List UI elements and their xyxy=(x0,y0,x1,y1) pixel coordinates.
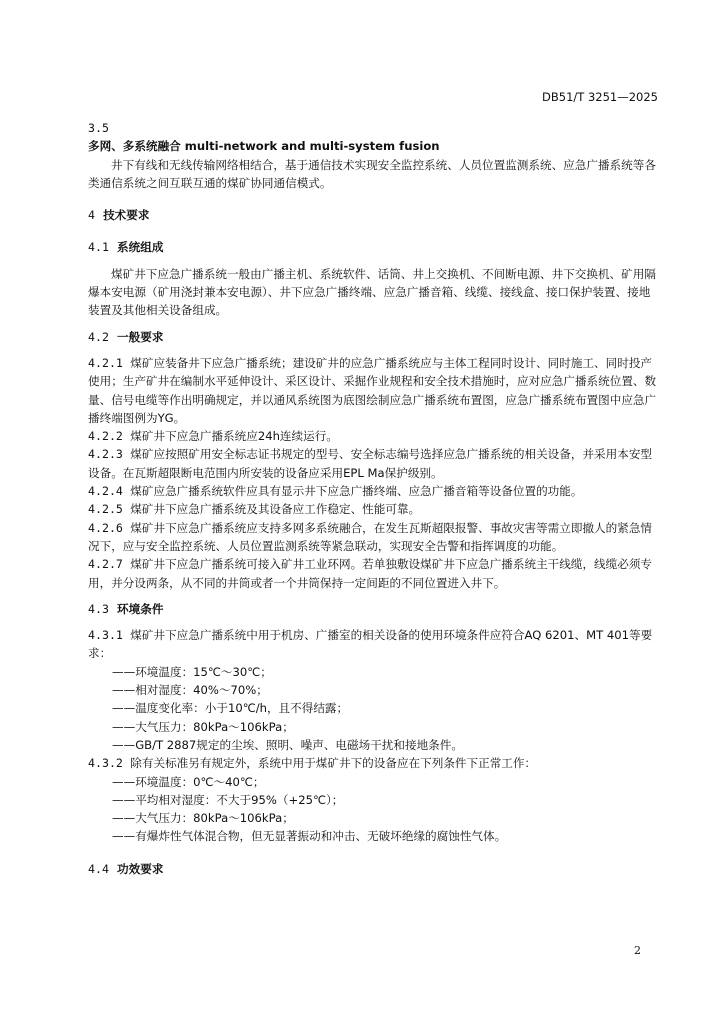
item-text: 煤矿井下应急广播系统中用于机房、广播室的相关设备的使用环境条件应符合AQ 6201、MT 401等要求： xyxy=(88,628,653,661)
section-4-1-body: 煤矿井下应急广播系统一般由广播主机、系统软件、话筒、井上交换机、不间断电源、井下交换机、矿用隔爆本安电源（矿用浇封兼本安电源）、井下应急广播终端、应急广播音箱、线缆、接线盒、接口保护装置、接地装置及其他相关设备组成。 xyxy=(88,266,656,318)
item-number: 4.2.1 xyxy=(88,355,123,370)
item-number: 4.2.7 xyxy=(88,557,123,572)
list-item xyxy=(88,626,658,663)
section-4-4-heading xyxy=(88,860,658,878)
list-item xyxy=(88,555,658,592)
item-number: 4.2.5 xyxy=(88,502,123,517)
section-title: 环境条件 xyxy=(117,601,164,616)
environment-conditions-list-1 xyxy=(88,663,658,754)
list-item xyxy=(88,427,658,445)
condition-item: ——平均相对湿度：不大于95%（+25℃）； xyxy=(112,792,344,807)
condition-item: ——GB/T 2887规定的尘埃、照明、噪声、电磁场干扰和接地条件。 xyxy=(112,737,463,752)
term-number: 3.5 xyxy=(88,121,109,135)
section-4-1-heading xyxy=(88,238,658,256)
section-number: 4.1 xyxy=(88,240,109,255)
item-text: 煤矿应装备井下应急广播系统；建设矿井的应急广播系统应与主体工程同时设计、同时施工、同时投产使用；生产矿井在编制水平延伸设计、采区设计、采掘作业规程和安全技术措施时，应对应急广播系统位置、数量、信号电缆等作出明确规定，并以通风系统图为底图绘制应急广播系统布置图，应急广播系统布置图中应急广播终端图例为YG。 xyxy=(88,355,657,425)
condition-item: ——温度变化率：小于10℃/h，且不得结露； xyxy=(112,701,349,716)
section-4-heading xyxy=(88,206,658,224)
item-text: 煤矿应急广播系统软件应具有显示井下应急广播终端、应急广播音箱等设备位置的功能。 xyxy=(130,484,583,499)
item-text: 除有关标准另有规定外，系统中用于煤矿井下的设备应在下列条件下正常工作： xyxy=(130,756,537,771)
item-number: 4.2.4 xyxy=(88,484,123,499)
page-number: 2 xyxy=(634,944,641,957)
item-text: 煤矿井下应急广播系统及其设备应工作稳定、性能可靠。 xyxy=(130,502,421,517)
item-text: 煤矿井下应急广播系统应支持多网多系统融合，在发生瓦斯超限报警、事故灾害等需立即撤人的紧急情况下，应与安全监控系统、人员位置监测系统等紧急联动，实现安全告警和指挥调度的功能。 xyxy=(88,520,653,553)
section-number: 4.4 xyxy=(88,861,109,876)
list-item xyxy=(88,754,658,772)
section-title: 一般要求 xyxy=(117,329,164,344)
term-definition: 井下有线和无线传输网络相结合，基于通信技术实现安全监控系统、人员位置监测系统、应急广播系统等各类通信系统之间互联互通的煤矿协同通信模式。 xyxy=(88,157,656,190)
section-title: 系统组成 xyxy=(117,240,164,255)
list-item xyxy=(88,482,658,500)
item-number: 4.2.3 xyxy=(88,447,123,462)
condition-item: ——环境温度：0℃～40℃； xyxy=(112,774,265,789)
list-item xyxy=(88,500,658,518)
term-title: 多网、多系统融合 multi-network and multi-system fusion xyxy=(88,139,440,154)
condition-item: ——大气压力：80kPa～106kPa； xyxy=(112,719,294,734)
general-requirements-list xyxy=(88,354,658,592)
item-number: 4.2.6 xyxy=(88,520,123,535)
condition-item: ——环境温度：15℃～30℃； xyxy=(112,664,272,679)
section-4-3-heading xyxy=(88,600,658,618)
document-body xyxy=(88,119,658,878)
item-number: 4.3.2 xyxy=(88,756,123,771)
condition-item: ——相对湿度：40%～70%； xyxy=(112,683,268,698)
item-number: 4.3.1 xyxy=(88,628,123,643)
item-text: 煤矿井下应急广播系统应24h连续运行。 xyxy=(130,429,338,444)
environment-conditions-list-2 xyxy=(88,773,658,846)
section-number: 4 xyxy=(88,208,95,223)
section-number: 4.3 xyxy=(88,601,109,616)
item-text: 煤矿应按照矿用安全标志证书规定的型号、安全标志编号选择应急广播系统的相关设备，并采用本安型设备。在瓦斯超限断电范围内所安装的设备应采用EPL Ma保护级别。 xyxy=(88,447,653,480)
section-title: 技术要求 xyxy=(103,208,150,223)
list-item xyxy=(88,519,658,556)
condition-item: ——大气压力：80kPa～106kPa； xyxy=(112,811,294,826)
list-item xyxy=(88,445,658,482)
section-number: 4.2 xyxy=(88,329,109,344)
list-item xyxy=(88,354,658,427)
item-text: 煤矿井下应急广播系统可接入矿井工业环网。若单独敷设煤矿井下应急广播系统主干线缆，线缆必须专用，并分设两条，从不同的井筒或者一个井筒保持一定间距的不同位置进入井下。 xyxy=(88,557,653,590)
condition-item: ——有爆炸性气体混合物，但无显著振动和冲击、无破坏绝缘的腐蚀性气体。 xyxy=(112,829,507,844)
section-4-2-heading xyxy=(88,328,658,346)
document-code: DB51/T 3251—2025 xyxy=(542,90,658,104)
section-title: 功效要求 xyxy=(117,861,164,876)
item-number: 4.2.2 xyxy=(88,429,123,444)
